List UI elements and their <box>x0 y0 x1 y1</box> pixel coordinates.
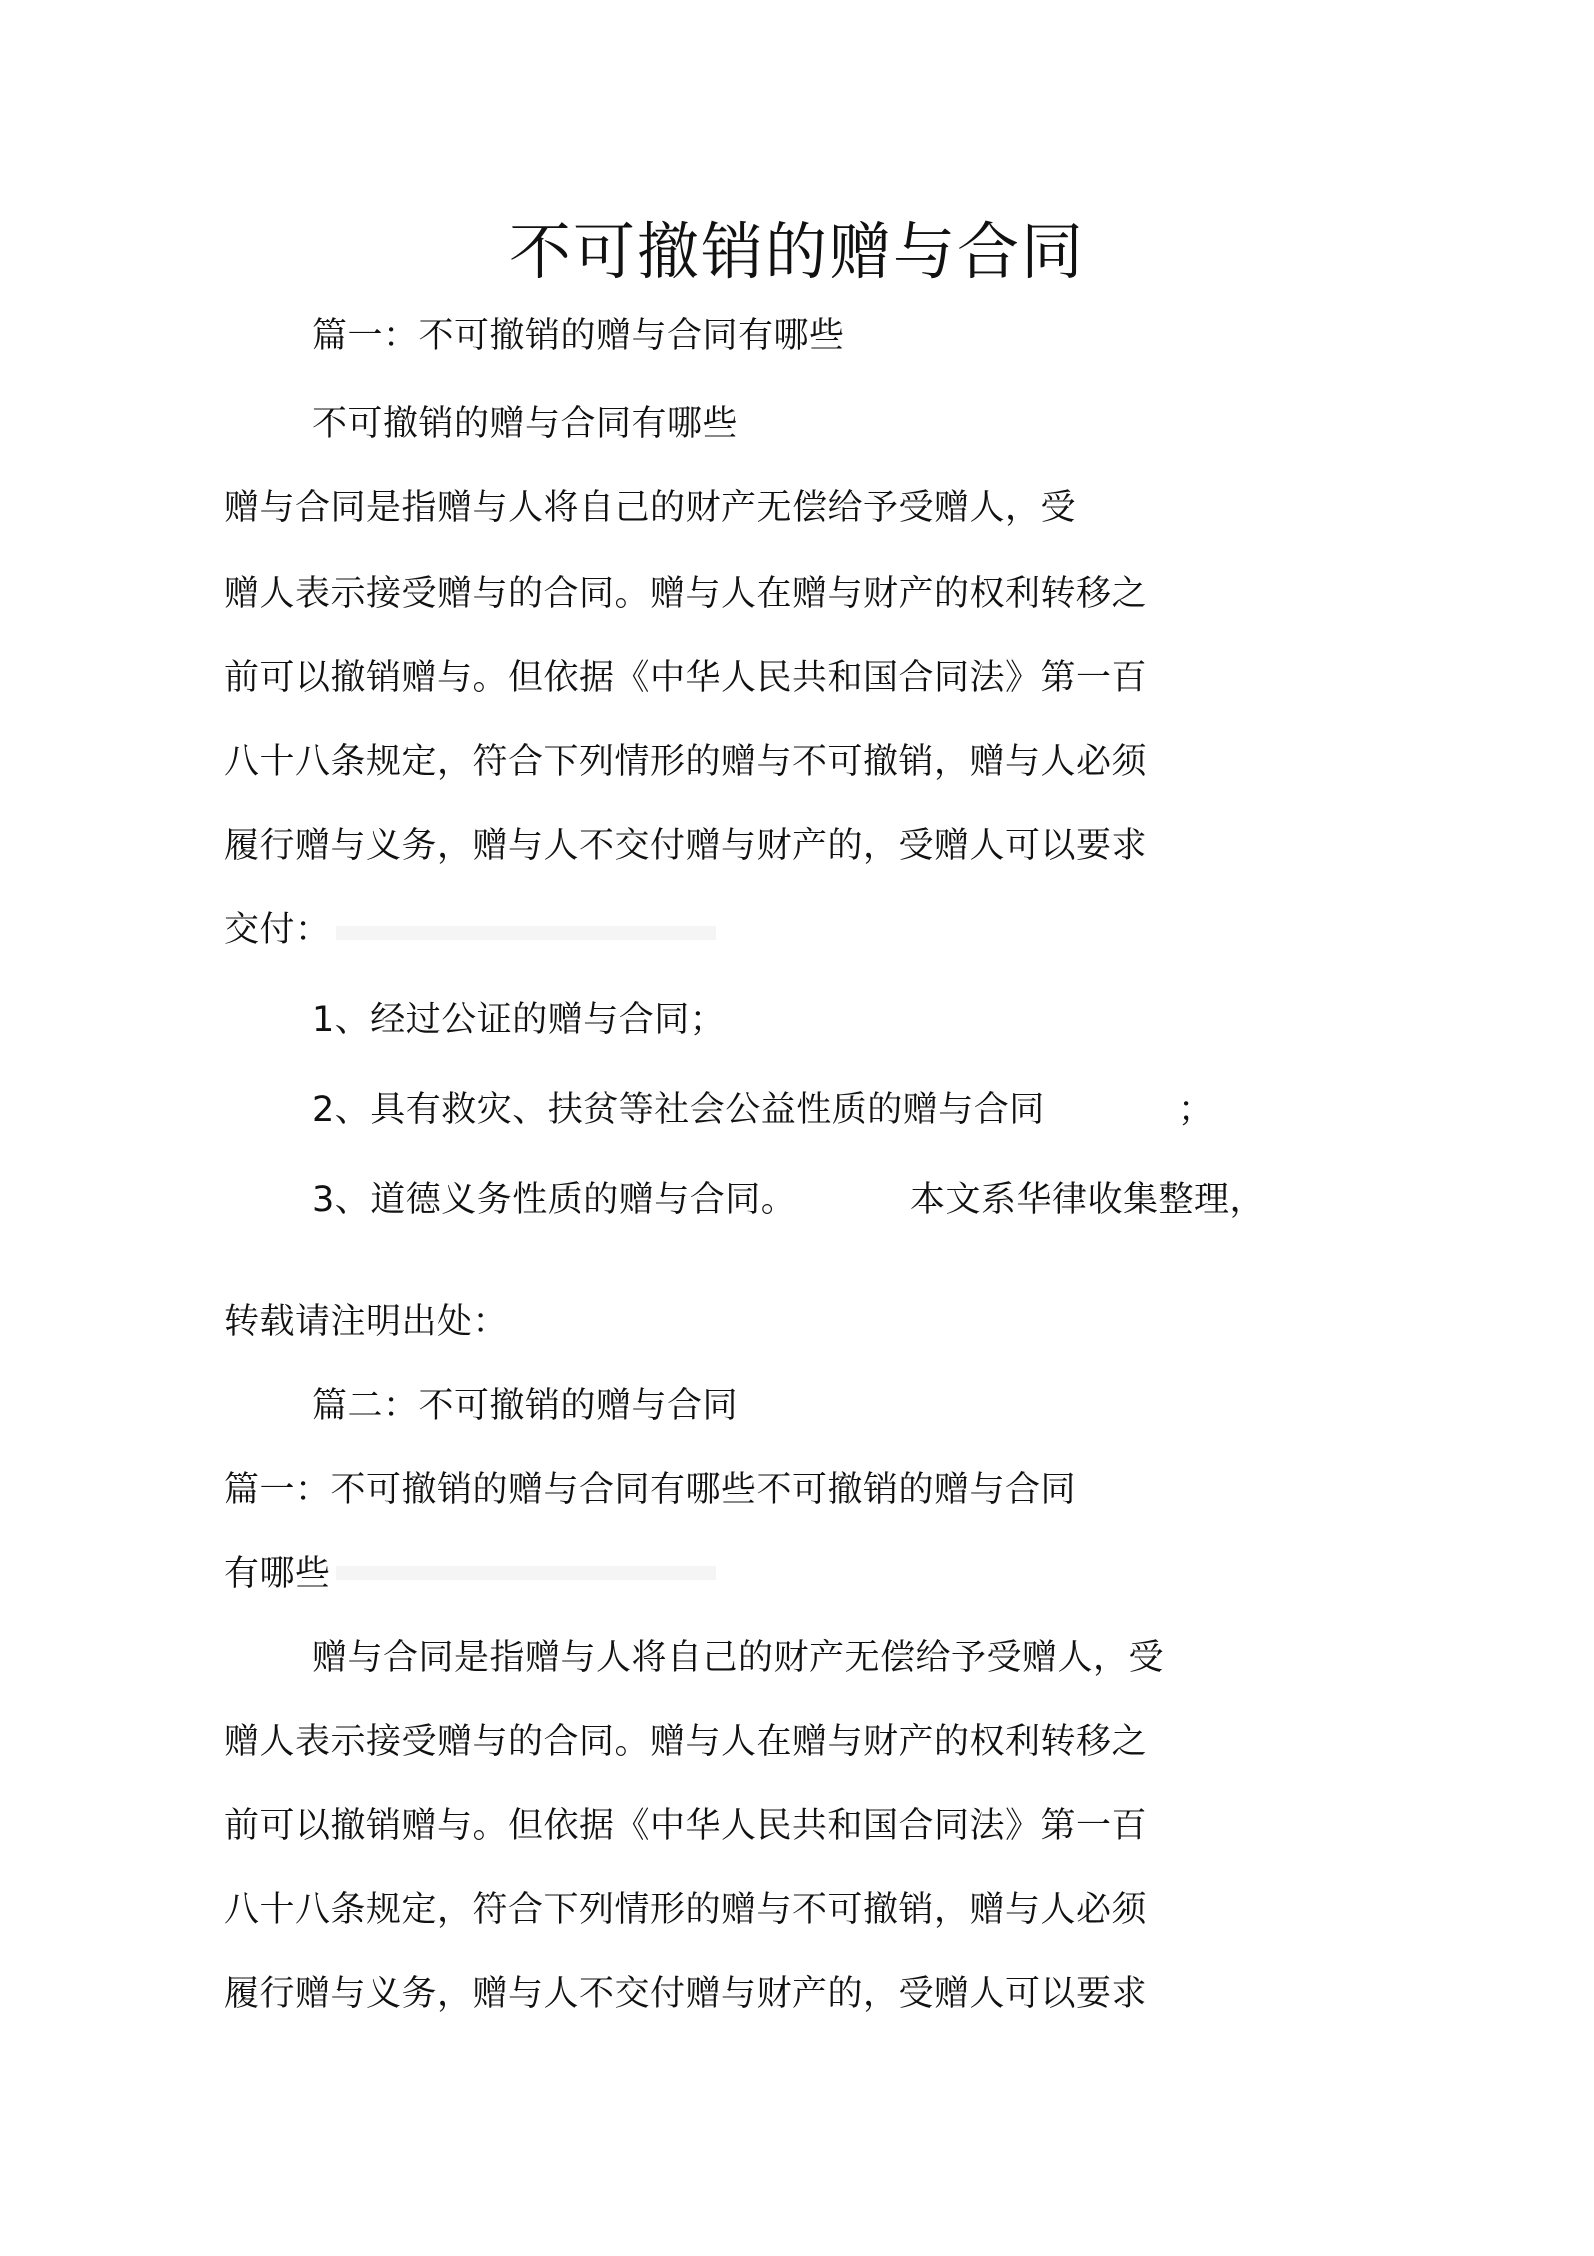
subheading: 不可撤销的赠与合同有哪些 <box>312 404 739 444</box>
list-item-2: 2、具有救灾、扶贫等社会公益性质的赠与合同 <box>312 1090 1045 1130</box>
paragraph-line: 八十八条规定，符合下列情形的赠与不可撤销，赠与人必须 <box>224 742 1148 782</box>
list-item-1: 1、经过公证的赠与合同； <box>312 1000 726 1040</box>
paragraph-line: 履行赠与义务，赠与人不交付赠与财产的，受赠人可以要求 <box>224 1974 1148 2014</box>
paragraph-line: 八十八条规定，符合下列情形的赠与不可撤销，赠与人必须 <box>224 1890 1148 1930</box>
paragraph-line: 有哪些 <box>224 1554 331 1594</box>
paragraph-line: 交付： <box>224 910 331 950</box>
source-note-continued: 转载请注明出处： <box>224 1302 509 1342</box>
faint-watermark-strip <box>336 1566 716 1580</box>
paragraph-line: 赠与合同是指赠与人将自己的财产无偿给予受赠人，受 <box>224 488 1077 528</box>
list-item-3: 3、道德义务性质的赠与合同。 <box>312 1180 797 1220</box>
list-item-2-semicolon: ； <box>1178 1090 1214 1130</box>
section-heading-1: 篇一：不可撤销的赠与合同有哪些 <box>312 316 845 356</box>
paragraph-line: 赠人表示接受赠与的合同。赠与人在赠与财产的权利转移之 <box>224 1722 1148 1762</box>
paragraph-line: 赠与合同是指赠与人将自己的财产无偿给予受赠人，受 <box>312 1638 1165 1678</box>
paragraph-line: 前可以撤销赠与。但依据《中华人民共和国合同法》第一百 <box>224 1806 1148 1846</box>
paragraph-line: 前可以撤销赠与。但依据《中华人民共和国合同法》第一百 <box>224 658 1148 698</box>
document-title: 不可撤销的赠与合同 <box>508 215 1085 288</box>
paragraph-line: 篇一：不可撤销的赠与合同有哪些不可撤销的赠与合同 <box>224 1470 1077 1510</box>
faint-watermark-strip <box>336 926 716 940</box>
paragraph-line: 赠人表示接受赠与的合同。赠与人在赠与财产的权利转移之 <box>224 574 1148 614</box>
source-note: 本文系华律收集整理， <box>910 1180 1266 1220</box>
section-heading-2: 篇二：不可撤销的赠与合同 <box>312 1386 739 1426</box>
paragraph-line: 履行赠与义务，赠与人不交付赠与财产的，受赠人可以要求 <box>224 826 1148 866</box>
